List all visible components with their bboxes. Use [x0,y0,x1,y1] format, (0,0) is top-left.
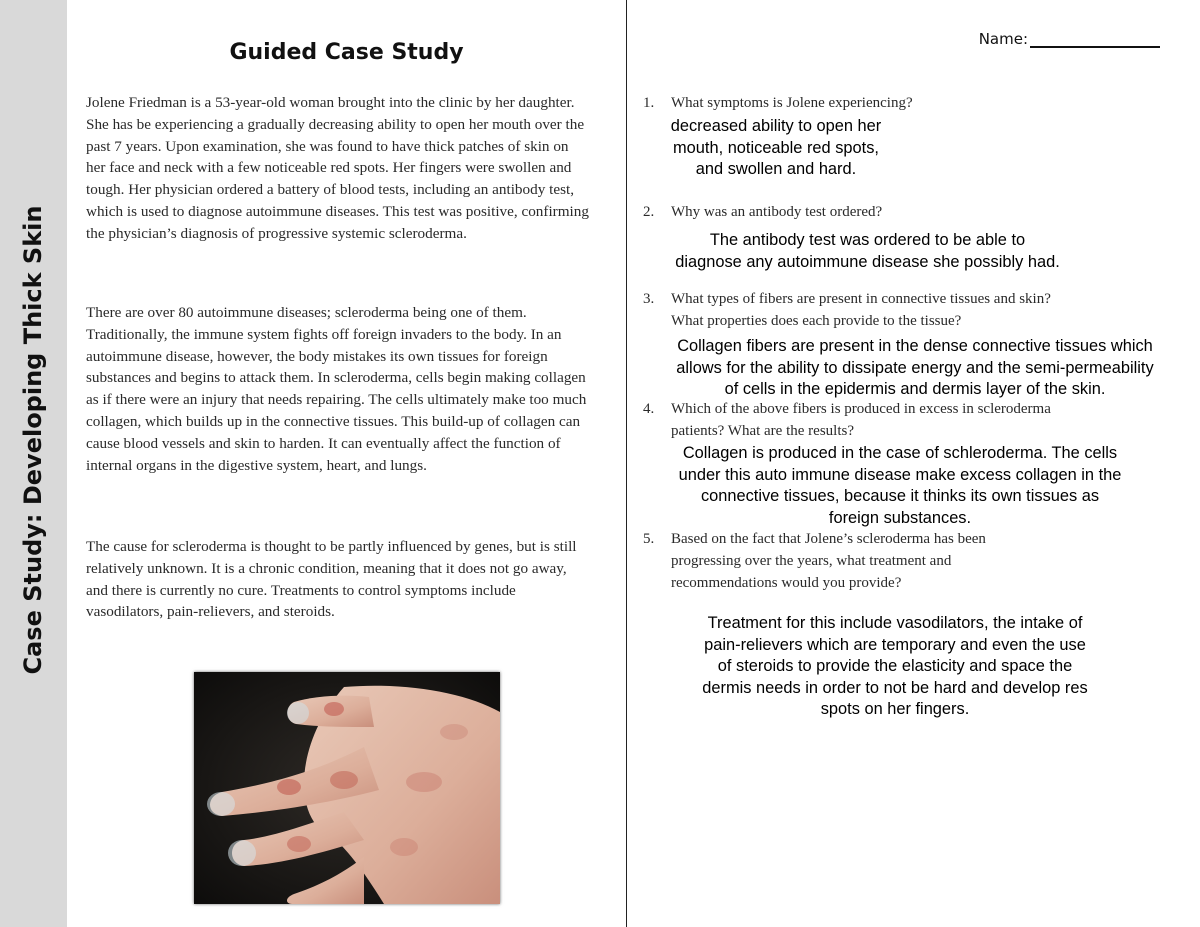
question-number: 3. [643,291,655,307]
name-blank-line[interactable] [1030,30,1160,48]
answer-4 [640,443,1160,529]
hand-photo [194,672,500,904]
answer-line: connective tissues, because it thinks its own tissues as [700,487,1100,505]
question-text: What types of fibers are present in connective tissues and skin? [671,291,1051,307]
answer-line: under this auto immune disease make excess collagen in the [678,465,1122,484]
answer-line: foreign substances. [828,508,972,527]
question-1 [643,92,1163,114]
answer-line: Collagen is produced in the case of schleroderma. The cells [682,444,1118,462]
answer-line: allows for the ability to dissipate energy and the semi-permeability [676,358,1154,377]
question-number: 5. [643,531,655,547]
question-number: 2. [643,204,655,220]
question-text: Based on the fact that Jolene’s scleroderma has been [671,531,986,547]
question-text-continued: progressing over the years, what treatment and [671,553,952,569]
answer-3 [632,336,1198,401]
question-text: Why was an antibody test ordered? [671,204,883,220]
question-text-continued: patients? What are the results? [671,423,854,439]
case-paragraph-text: There are over 80 autoimmune diseases; scleroderma being one of them. Traditionally, the immune system fights off foreign invaders to the body. In an autoimmune disease, however, the body mistakes its own tissues for foreign substances and begins to attack them. In scleroderma, cells begin making collagen as if there were an injury that needs repairing. The cells ultimately make too much collagen, which builds up in the connective tissues. This build-up of collagen can cause blood vessels and skin to harden. It can eventually affect the function of internal organs in the digestive system, heart, and lungs. [86,304,587,474]
question-text: What symptoms is Jolene experiencing? [671,95,913,111]
case-paragraph-text: The cause for scleroderma is thought to be partly influenced by genes, but is still relatively unknown. It is a chronic condition, meaning that it does not go away, and there is currently no cure. Treatments to control symptoms include vasodilators, pain-relievers, and steroids. [86,538,577,621]
name-field[interactable] [979,30,1160,48]
answer-line: pain-relievers which are temporary and even the use [704,635,1086,654]
page-divider [626,0,627,927]
answer-line: and swollen and hard. [695,160,857,178]
hand-illustration [194,672,500,904]
answer-line: mouth, noticeable red spots, [673,138,879,157]
question-5 [643,528,1163,594]
case-paragraph-text: Jolene Friedman is a 53-year-old woman brought into the clinic by her daughter. She has be experiencing a gradually decreasing ability to open her mouth over the past 7 years. Upon examination, she was found to have thick patches of skin on her face and neck with a few noticeable red spots. Her fingers were swollen and tough. Her physician ordered a battery of blood tests, including an antibody test, which is used to diagnose autoimmune diseases. This test was positive, confirming the physician’s diagnosis of progressive systemic scleroderma. [86,94,589,242]
question-text: Which of the above fibers is produced in excess in scleroderma [671,401,1051,417]
answer-line: Treatment for this include vasodilators, the intake of [707,614,1083,632]
case-paragraph-2 [86,302,591,476]
question-4 [643,398,1163,442]
case-paragraph-1 [86,92,591,245]
answer-line: decreased ability to open her [670,117,882,135]
answer-line: The antibody test was ordered to be able to [709,231,1026,249]
page-title: Guided Case Study [229,40,464,65]
case-paragraph-3 [86,536,591,623]
answer-line: spots on her fingers. [820,700,970,718]
question-3 [643,288,1163,332]
answer-line: Collagen fibers are present in the dense connective tissues which [677,337,1153,355]
answer-line: diagnose any autoimmune disease she possibly had. [675,252,1060,271]
question-text-continued: recommendations would you provide? [671,575,902,591]
answer-line: dermis needs in order to not be hard and develop res [702,678,1088,697]
answer-5 [660,613,1130,721]
answer-1 [646,116,906,181]
question-number: 1. [643,95,655,111]
name-label: Name: [978,30,1028,48]
answer-line: of cells in the epidermis and dermis layer of the skin. [724,380,1106,398]
question-2 [643,201,1163,223]
question-text-continued: What properties does each provide to the tissue? [671,313,962,329]
sidebar-title: Case Study: Developing Thick Skin [19,205,47,675]
answer-line: of steroids to provide the elasticity and space the [717,657,1073,675]
question-number: 4. [643,401,655,417]
sidebar [0,0,67,927]
answer-2 [640,230,1095,273]
